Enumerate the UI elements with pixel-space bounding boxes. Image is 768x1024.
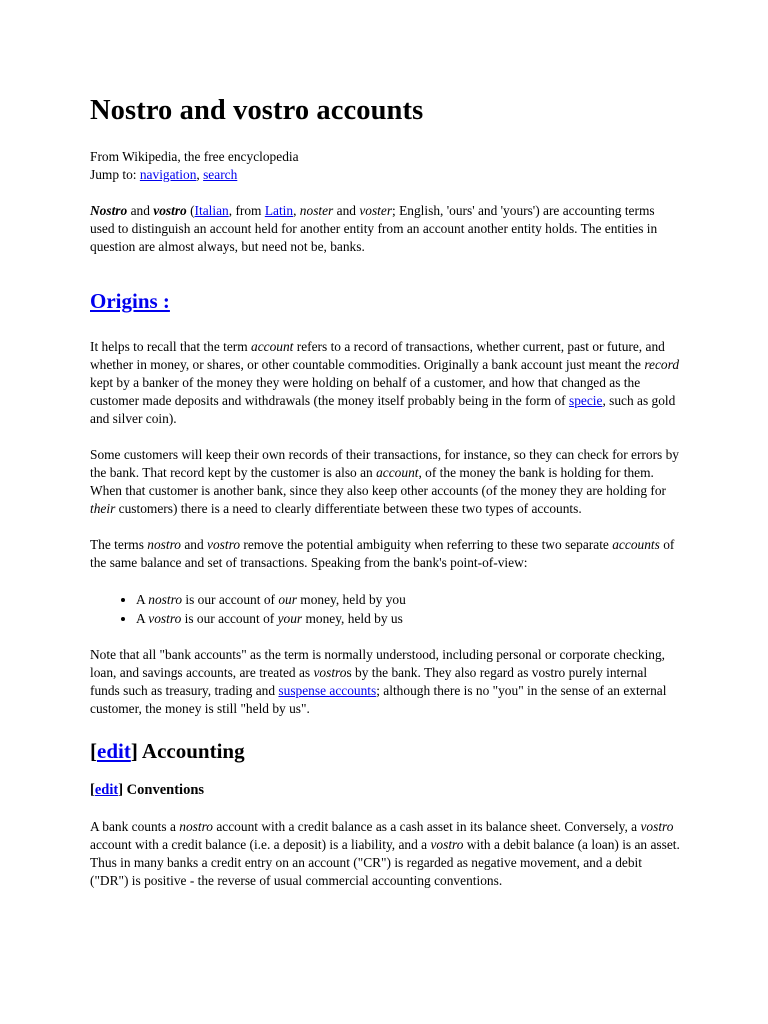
origins-paragraph-3: The terms nostro and vostro remove the potential ambiguity when referring to these two separate accounts of the same balance and set of transactions. Speaking from the bank's point-of-view:: [90, 537, 675, 570]
page-title: Nostro and vostro accounts: [90, 95, 424, 126]
list-item: • A nostro is our account of our money, held by you: [136, 590, 680, 609]
article-content: [90, 94, 680, 890]
list-item: • A vostro is our account of your money, held by us: [136, 609, 680, 628]
suspense-accounts-link[interactable]: suspense accounts: [278, 683, 377, 698]
navigation-link[interactable]: navigation: [139, 167, 197, 182]
italian-link[interactable]: Italian: [194, 203, 229, 218]
term-noster: noster: [299, 203, 334, 218]
term-nostro: Nostro: [90, 203, 128, 218]
term-voster: voster: [359, 203, 393, 218]
origins-paragraph-4: Note that all "bank accounts" as the term is normally understood, including personal or corporate checking, loan, and savings accounts, are treated as vostros by the bank. They also regard as vostro purely internal funds such as treasury, trading and suspense accounts; although there is no "you" in the sense of an external customer, the money is still "held by us".: [90, 647, 667, 716]
latin-link[interactable]: Latin: [264, 203, 294, 218]
nostro-vostro-list: [90, 590, 680, 628]
origins-paragraph-1: It helps to recall that the term account refers to a record of transactions, whether current, past or future, and whether in money, or shares, or other countable commodities. Originally a bank account just meant the record kept by a banker of the money they were holding on behalf of a customer, and how that changed as the customer made deposits and withdrawals (the money itself probably being in the form of specie, such as gold and silver coin).: [90, 339, 680, 426]
edit-accounting-link[interactable]: edit: [97, 739, 131, 763]
conventions-heading: [edit] Conventions: [90, 782, 205, 798]
tagline: From Wikipedia, the free encyclopedia: [90, 149, 299, 164]
specie-link[interactable]: specie: [568, 393, 603, 408]
jump-prefix: Jump to:: [90, 167, 140, 182]
conventions-title: Conventions: [126, 782, 205, 798]
conventions-paragraph: A bank counts a nostro account with a credit balance as a cash asset in its balance sheet. Conversely, a vostro account with a credit balance (i.e. a deposit) is a liability, and a vostro with a debit balance (a loan) is an asset. Thus in many banks a credit entry on an account ("CR") is regarded as negative movement, and a debit ("DR") is positive - the reverse of usual commercial accounting conventions.: [90, 819, 680, 888]
origins-paragraph-2: Some customers will keep their own records of their transactions, for instance, so they can check for errors by the bank. That record kept by the customer is also an account, of the money the bank is holding for them. When that customer is another bank, since they also keep other accounts (of the money they are holding for their customers) there is a need to clearly differentiate between these two types of accounts.: [90, 447, 679, 516]
term-vostro: vostro: [153, 203, 187, 218]
search-link[interactable]: search: [203, 167, 238, 182]
edit-conventions-link[interactable]: edit: [94, 782, 119, 798]
accounting-title: Accounting: [141, 739, 245, 763]
origins-heading: Origins :: [90, 289, 170, 313]
jump-links: [90, 166, 680, 184]
jump-separator: ,: [196, 167, 204, 182]
intro-paragraph: Nostro and vostro (Italian, from Latin, noster and voster; English, 'ours' and 'yours') are accounting terms used to distinguish an account held for another entity from an account another entity holds. The entities in question are almost always, but need not be, banks.: [90, 203, 658, 254]
accounting-heading: [edit] Accounting: [90, 739, 245, 763]
